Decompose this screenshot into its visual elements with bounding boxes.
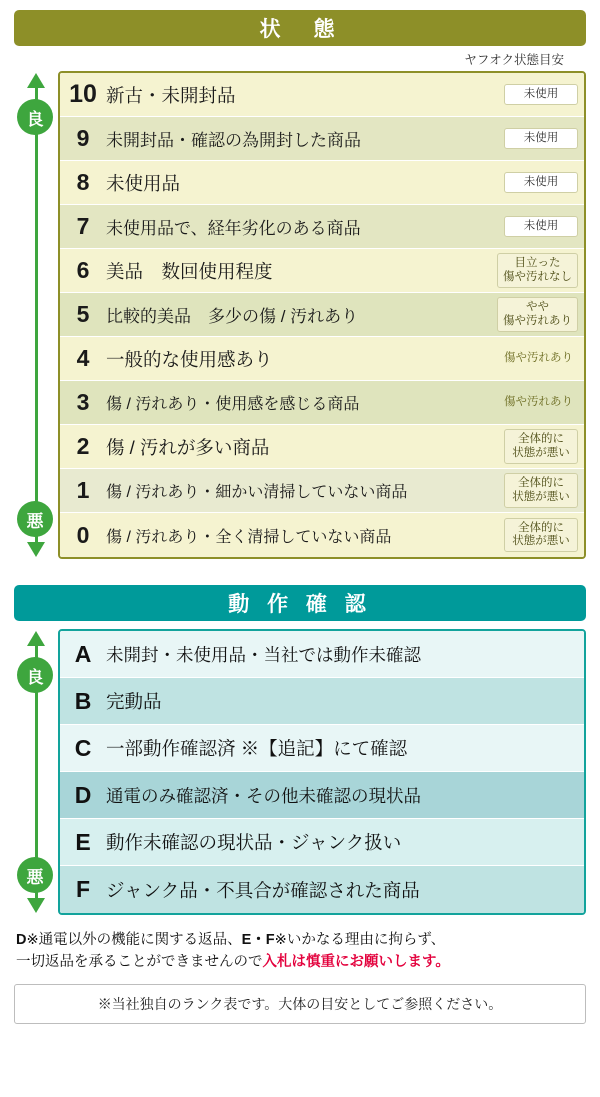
condition-quality-axis — [14, 71, 58, 559]
operation-section — [0, 585, 600, 915]
operation-row — [60, 725, 584, 772]
condition-row — [60, 249, 584, 293]
condition-rank-number: 1 — [76, 477, 90, 503]
condition-row — [60, 469, 584, 513]
condition-section-header: 状 態 — [14, 10, 586, 46]
footer-warning: 入札は慎重にお願いします。 — [262, 954, 450, 971]
condition-rank-number: 0 — [76, 521, 90, 548]
operation-row — [60, 631, 584, 678]
condition-row-description: 傷 / 汚れが多い商品 — [106, 436, 270, 458]
footer-rank-ef: E・F — [241, 932, 275, 948]
condition-row-tag: 未使用 — [504, 216, 578, 237]
condition-row-description: 未使用品で、経年劣化のある商品 — [106, 219, 361, 238]
condition-row-description: 傷 / 汚れあり・細かい清掃していない商品 — [106, 484, 408, 501]
condition-row — [60, 381, 584, 425]
condition-row — [60, 293, 584, 337]
operation-row-description: 未開封・未使用品・当社では動作未確認 — [106, 644, 421, 665]
operation-rank-letter: B — [74, 687, 92, 714]
condition-row — [60, 425, 584, 469]
footer-disclaimer — [0, 915, 600, 974]
condition-row-description: 比較的美品 多少の傷 / 汚れあり — [106, 307, 359, 326]
condition-rank-number: 8 — [76, 169, 90, 195]
condition-rank-number: 7 — [76, 213, 90, 239]
condition-row-description: 未開封品・確認の為開封した商品 — [106, 131, 361, 150]
condition-row-tag: 全体的に 状態が悪い — [504, 473, 578, 507]
footer-rank-d: D — [16, 932, 27, 948]
axis-line — [35, 87, 38, 543]
condition-row-tag: 未使用 — [504, 172, 578, 193]
operation-rank-letter: F — [75, 876, 91, 902]
axis-arrow-up-icon — [27, 73, 45, 88]
condition-row-tag: 傷や汚れあり — [504, 351, 573, 364]
condition-row — [60, 513, 584, 557]
condition-row-description: 傷 / 汚れあり・全く清掃していない商品 — [106, 528, 392, 546]
condition-row-tag: 全体的に 状態が悪い — [504, 518, 578, 552]
condition-row — [60, 117, 584, 161]
condition-rank-number: 5 — [76, 301, 90, 327]
footer-text-3: 一切返品を承ることができませんので — [16, 954, 263, 971]
condition-row-description: 傷 / 汚れあり・使用感を感じる商品 — [106, 396, 360, 413]
condition-rank-number: 6 — [76, 257, 90, 283]
operation-row-description: 通電のみ確認済・その他未確認の現状品 — [106, 785, 421, 806]
condition-rank-number: 10 — [69, 80, 97, 108]
condition-row-description: 新古・未開封品 — [106, 84, 236, 106]
axis-arrow-up-icon — [27, 631, 45, 646]
axis-badge-good: 良 — [17, 99, 53, 135]
condition-row-tag: 全体的に 状態が悪い — [504, 429, 578, 463]
condition-row-tag: 未使用 — [504, 128, 578, 149]
condition-row — [60, 205, 584, 249]
condition-rank-number: 2 — [76, 433, 90, 459]
operation-row-description: 動作未確認の現状品・ジャンク扱い — [106, 832, 402, 853]
footer-note-box: ※当社独自のランク表です。大体の目安としてご参照ください。 — [14, 984, 586, 1024]
axis-badge-good: 良 — [17, 657, 53, 693]
condition-row-tag: 傷や汚れあり — [504, 395, 573, 408]
operation-row — [60, 819, 584, 866]
condition-table-block — [14, 71, 586, 559]
operation-section-header: 動 作 確 認 — [14, 585, 586, 621]
operation-row-description: ジャンク品・不具合が確認された商品 — [106, 879, 420, 901]
condition-row-tag: 目立った 傷や汚れなし — [497, 253, 578, 287]
operation-quality-axis — [14, 629, 58, 915]
operation-rank-letter: A — [74, 640, 92, 667]
condition-rank-list — [58, 71, 586, 559]
operation-rank-list — [58, 629, 586, 915]
operation-table-block — [14, 629, 586, 915]
condition-row — [60, 161, 584, 205]
footer-text-1: ※通電以外の機能に関する返品、 — [26, 932, 242, 948]
operation-row — [60, 866, 584, 913]
operation-row — [60, 678, 584, 725]
condition-note: ヤフオク状態目安 — [464, 53, 564, 67]
condition-row-tag: 未使用 — [504, 84, 578, 105]
operation-row-description: 一部動作確認済 ※【追記】にて確認 — [106, 738, 408, 759]
condition-row-tag: やや 傷や汚れあり — [497, 297, 578, 331]
condition-row — [60, 337, 584, 381]
condition-rank-number: 3 — [76, 389, 90, 415]
operation-row-description: 完動品 — [106, 691, 162, 712]
operation-rank-letter: D — [74, 781, 92, 808]
footer-text-2: ※いかなる理由に拘らず、 — [274, 932, 446, 948]
axis-badge-bad: 悪 — [17, 501, 53, 537]
condition-rank-number: 9 — [76, 125, 90, 151]
operation-row — [60, 772, 584, 819]
condition-row-description: 美品 数回使用程度 — [106, 260, 273, 282]
operation-rank-letter: C — [74, 734, 92, 761]
condition-row-description: 一般的な使用感あり — [106, 348, 273, 370]
axis-badge-bad: 悪 — [17, 857, 53, 893]
operation-rank-letter: E — [75, 828, 91, 855]
condition-rank-number: 4 — [76, 345, 90, 371]
condition-row — [60, 73, 584, 117]
axis-arrow-down-icon — [27, 542, 45, 557]
condition-row-description: 未使用品 — [106, 172, 181, 194]
axis-arrow-down-icon — [27, 898, 45, 913]
